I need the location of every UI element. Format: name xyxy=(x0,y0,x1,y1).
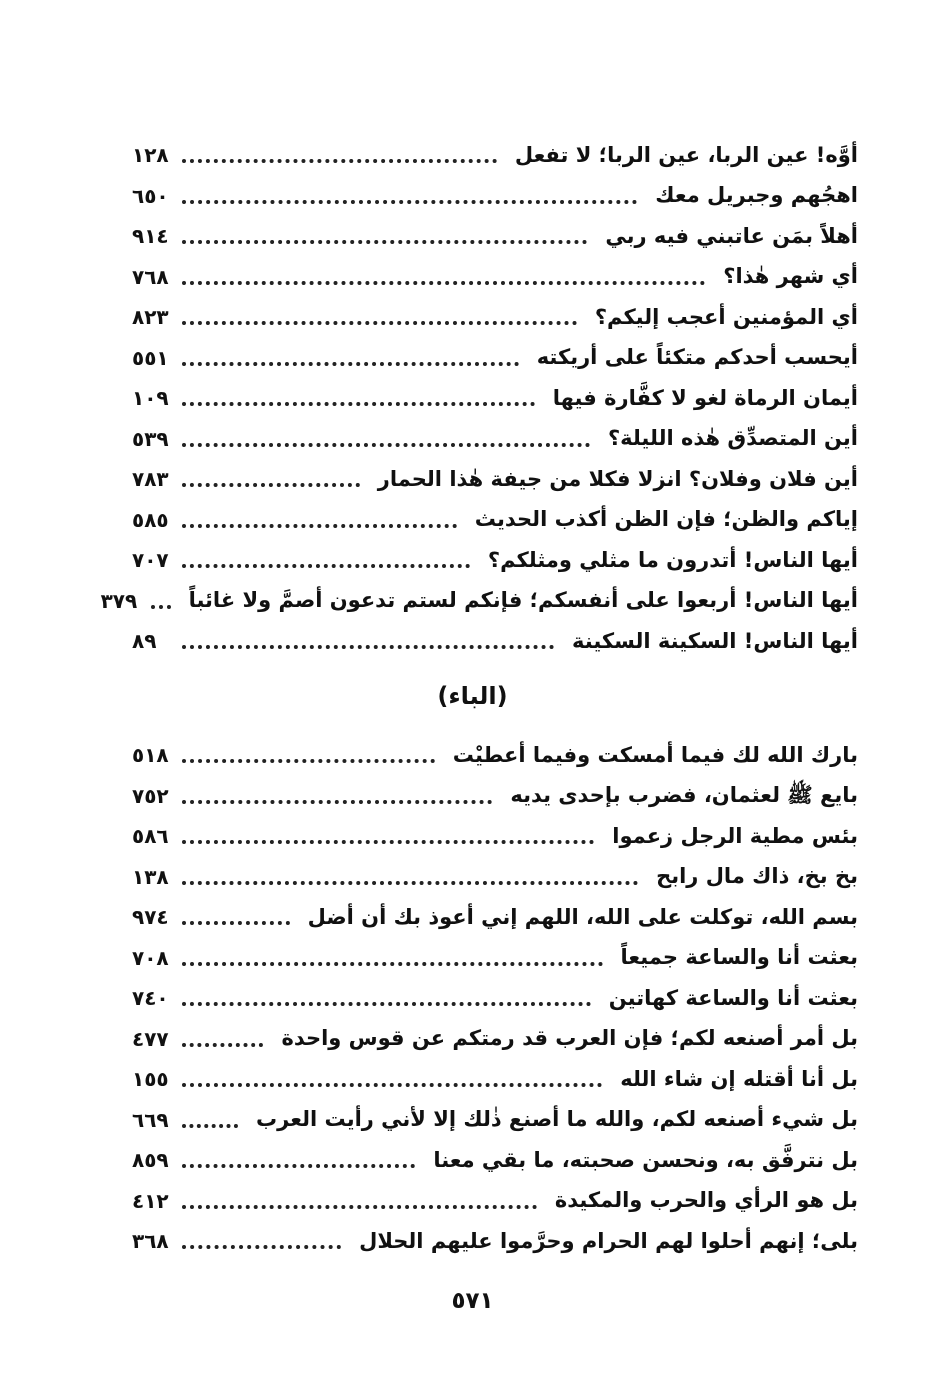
entry-page-number: ٤٧٧ xyxy=(132,1026,169,1051)
dot-leader xyxy=(182,1164,415,1168)
entry-page-number: ٣٦٨ xyxy=(132,1229,169,1254)
entry-text: أهلاً بمَن عاتبني فيه ربي xyxy=(605,223,858,248)
index-entry xyxy=(132,857,858,898)
entry-text: بئس مطية الرجل زعموا xyxy=(612,823,858,848)
index-entry xyxy=(132,1100,858,1141)
entry-text: أيها الناس! أربعوا على أنفسكم؛ فإنكم لستم تدعون أصمَّ ولا غائباً xyxy=(188,588,858,613)
dot-leader xyxy=(182,362,519,366)
index-entry xyxy=(132,500,858,541)
entry-text: أي المؤمنين أعجب إليكم؟ xyxy=(594,304,858,329)
entry-page-number: ٨٢٣ xyxy=(132,305,169,330)
dot-leader xyxy=(182,159,497,163)
entry-page-number: ٨٩ xyxy=(132,629,157,654)
entry-text: أي شهر هٰذا؟ xyxy=(723,264,858,289)
index-entry xyxy=(132,735,858,776)
entry-page-number: ٣٧٩ xyxy=(100,588,138,613)
entry-page-number: ٧٤٠ xyxy=(132,986,169,1011)
dot-leader xyxy=(182,1245,341,1249)
index-entry xyxy=(132,135,858,176)
entry-page-number: ٦٦٩ xyxy=(132,1107,169,1132)
entry-text: بل نترفَّق به، ونحسن صحبته، ما بقي معنا xyxy=(433,1147,858,1172)
entry-page-number: ٥٨٦ xyxy=(132,824,169,849)
entry-text: بخ بخ، ذاك مال رابح xyxy=(656,864,858,889)
dot-leader xyxy=(182,1124,238,1128)
index-entry xyxy=(132,419,858,460)
entry-page-number: ٧٠٧ xyxy=(132,548,169,573)
entry-text: بايع ﷺ لعثمان، فضرب بإحدى يديه xyxy=(510,783,858,808)
entry-text: أين فلان وفلان؟ انزلا فكلا من جيفة هٰذا الحمار xyxy=(377,466,858,491)
index-entry xyxy=(132,816,858,857)
dot-leader xyxy=(182,1083,602,1087)
entry-page-number: ٥٨٥ xyxy=(132,507,169,532)
index-entry xyxy=(132,459,858,500)
entry-text: إياكم والظن؛ فإن الظن أكذب الحديث xyxy=(474,507,858,532)
dot-leader xyxy=(182,1002,591,1006)
index-entry xyxy=(132,1221,858,1262)
entry-page-number: ١٣٨ xyxy=(132,864,169,889)
index-entry xyxy=(132,776,858,817)
entry-text: أوَّه! عين الربا، عين الربا؛ لا تفعل xyxy=(514,142,858,167)
index-entry xyxy=(132,176,858,217)
dot-leader xyxy=(182,1043,263,1047)
dot-leader xyxy=(182,800,492,804)
entry-text: بل أنا أقتله إن شاء الله xyxy=(620,1066,858,1091)
dot-leader xyxy=(182,321,577,325)
section-heading-ba: (الباء) xyxy=(437,682,508,710)
entry-page-number: ٩١٤ xyxy=(132,224,169,249)
dot-leader xyxy=(182,921,290,925)
index-entry xyxy=(132,297,858,338)
index-entry xyxy=(132,1140,858,1181)
entry-page-number: ٥٣٩ xyxy=(132,426,169,451)
index-entry xyxy=(132,621,858,662)
index-entry xyxy=(132,1019,858,1060)
entry-text: بعثت أنا والساعة جميعاً xyxy=(620,945,858,970)
index-entry xyxy=(132,897,858,938)
entry-text: بعثت أنا والساعة كهاتين xyxy=(608,985,858,1010)
dot-leader xyxy=(182,483,360,487)
dot-leader xyxy=(182,881,638,885)
index-section-alif xyxy=(100,135,858,662)
index-entry xyxy=(132,1181,858,1222)
entry-page-number: ٥١٨ xyxy=(132,743,169,768)
entry-page-number: ٨٥٩ xyxy=(132,1148,169,1173)
dot-leader xyxy=(182,840,594,844)
entry-text: أيمان الرماة لغو لا كفَّارة فيها xyxy=(552,385,858,410)
entry-page-number: ٧٨٣ xyxy=(132,467,169,492)
entry-text: بلى؛ إنهم أحلوا لهم الحرام وحرَّموا عليهم الحلال xyxy=(359,1228,858,1253)
dot-leader xyxy=(182,759,435,763)
dot-leader xyxy=(182,564,470,568)
index-entry xyxy=(100,581,858,622)
dot-leader xyxy=(182,200,637,204)
entry-text: بل هو الرأي والحرب والمكيدة xyxy=(554,1188,858,1213)
index-entry xyxy=(132,378,858,419)
entry-page-number: ٩٧٤ xyxy=(132,905,169,930)
entry-page-number: ٥٥١ xyxy=(132,345,169,370)
entry-text: بل أمر أصنعه لكم؛ فإن العرب قد رمتكم عن قوس واحدة xyxy=(281,1026,858,1051)
entry-page-number: ٧٥٢ xyxy=(132,783,169,808)
dot-leader xyxy=(182,402,535,406)
entry-page-number: ١٢٨ xyxy=(132,143,169,168)
dot-leader xyxy=(182,1205,537,1209)
index-entry xyxy=(132,1059,858,1100)
entry-text: أين المتصدِّق هٰذه الليلة؟ xyxy=(607,426,858,451)
index-entry xyxy=(132,540,858,581)
entry-text: أيها الناس! أتدرون ما مثلي ومثلكم؟ xyxy=(487,547,858,572)
dot-leader xyxy=(182,524,457,528)
index-entry xyxy=(132,938,858,979)
entry-text: اهجُهم وجبريل معك xyxy=(655,183,858,208)
entry-text: بارك الله لك فيما أمسكت وفيما أعطيْت xyxy=(452,742,858,767)
entry-page-number: ٧٦٨ xyxy=(132,264,169,289)
index-entry xyxy=(132,216,858,257)
entry-text: أيها الناس! السكينة السكينة xyxy=(572,628,858,653)
entry-page-number: ٦٥٠ xyxy=(132,183,169,208)
index-entry xyxy=(132,338,858,379)
page-number: ٥٧١ xyxy=(451,1288,494,1314)
index-section-ba xyxy=(132,735,858,1262)
dot-leader xyxy=(182,962,603,966)
dot-leader xyxy=(182,443,590,447)
index-entry xyxy=(132,978,858,1019)
entry-text: بل شيء أصنعه لكم، والله ما أصنع ذٰلك إلا لأني رأيت العرب xyxy=(256,1107,858,1132)
dot-leader xyxy=(182,281,705,285)
entry-page-number: ١٠٩ xyxy=(132,386,169,411)
entry-text: أيحسب أحدكم متكئاً على أريكته xyxy=(536,345,858,370)
dot-leader xyxy=(182,240,587,244)
entry-page-number: ٤١٢ xyxy=(132,1188,169,1213)
entry-page-number: ١٥٥ xyxy=(132,1067,169,1092)
dot-leader xyxy=(182,645,554,649)
entry-text: بسم الله، توكلت على الله، اللهم إني أعوذ بك أن أضل xyxy=(307,904,858,929)
index-entry xyxy=(132,257,858,298)
entry-page-number: ٧٠٨ xyxy=(132,945,169,970)
dot-leader xyxy=(151,605,171,609)
